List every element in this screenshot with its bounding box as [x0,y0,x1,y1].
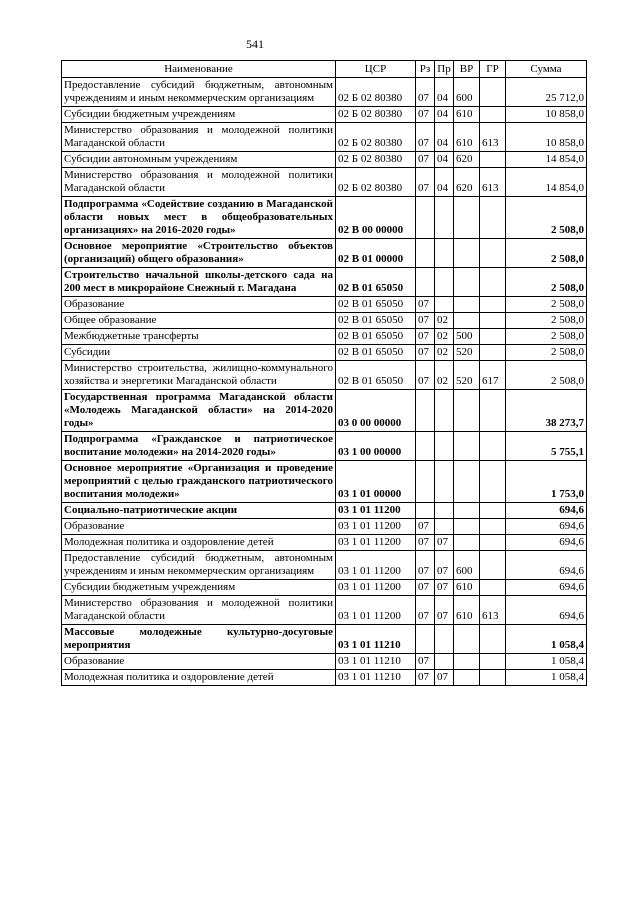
table-header-row [62,61,587,78]
table-row [62,361,587,390]
cell-gr [480,432,506,461]
table-row [62,107,587,123]
cell-pr: 02 [435,313,454,329]
cell-csr: 03 1 01 11200 [336,580,416,596]
table-row [62,654,587,670]
cell-vr [454,654,480,670]
cell-rz: 07 [416,596,435,625]
cell-sum: 2 508,0 [506,361,587,390]
cell-pr: 02 [435,361,454,390]
cell-gr: 613 [480,596,506,625]
cell-csr: 02 В 01 65050 [336,313,416,329]
cell-vr [454,503,480,519]
cell-vr [454,670,480,686]
table-row [62,297,587,313]
budget-table-body [62,78,587,686]
cell-vr [454,390,480,432]
cell-sum: 694,6 [506,580,587,596]
cell-csr: 03 1 01 11210 [336,670,416,686]
cell-rz: 07 [416,580,435,596]
cell-csr: 02 В 01 65050 [336,268,416,297]
cell-rz: 07 [416,519,435,535]
cell-sum: 38 273,7 [506,390,587,432]
cell-pr: 04 [435,107,454,123]
cell-name: Образование [62,519,336,535]
table-row [62,432,587,461]
cell-rz: 07 [416,551,435,580]
cell-csr: 03 1 01 00000 [336,461,416,503]
cell-pr [435,268,454,297]
cell-sum: 694,6 [506,551,587,580]
cell-name: Министерство образования и молодежной политики Магаданской области [62,168,336,197]
cell-pr: 04 [435,78,454,107]
header-rz: Рз [416,61,435,78]
cell-vr [454,197,480,239]
cell-csr: 02 Б 02 80380 [336,107,416,123]
cell-sum: 2 508,0 [506,313,587,329]
cell-pr: 07 [435,580,454,596]
cell-rz: 07 [416,329,435,345]
cell-gr [480,390,506,432]
table-row [62,78,587,107]
cell-sum: 2 508,0 [506,239,587,268]
cell-gr [480,461,506,503]
cell-vr [454,297,480,313]
table-row [62,596,587,625]
cell-name: Предоставление субсидий бюджетным, автономным учреждениям и иным некоммерческим организациям [62,78,336,107]
cell-name: Предоставление субсидий бюджетным, автономным учреждениям и иным некоммерческим организациям [62,551,336,580]
cell-vr: 610 [454,580,480,596]
cell-csr: 03 1 01 11210 [336,625,416,654]
cell-sum: 694,6 [506,503,587,519]
cell-pr [435,432,454,461]
table-row [62,535,587,551]
cell-pr [435,390,454,432]
cell-vr: 500 [454,329,480,345]
cell-name: Министерство строительства, жилищно-коммунального хозяйства и энергетики Магаданской области [62,361,336,390]
cell-sum: 2 508,0 [506,329,587,345]
cell-gr [480,625,506,654]
cell-pr [435,625,454,654]
cell-csr: 02 В 01 00000 [336,239,416,268]
cell-vr: 620 [454,168,480,197]
cell-rz: 07 [416,670,435,686]
table-row [62,670,587,686]
cell-csr: 03 1 01 11200 [336,519,416,535]
table-row [62,268,587,297]
cell-vr [454,239,480,268]
cell-sum: 2 508,0 [506,297,587,313]
cell-csr: 03 1 01 11200 [336,535,416,551]
cell-vr [454,519,480,535]
cell-csr: 02 В 01 65050 [336,329,416,345]
cell-vr: 600 [454,551,480,580]
table-row [62,239,587,268]
cell-pr: 02 [435,345,454,361]
table-row [62,625,587,654]
cell-name: Социально-патриотические акции [62,503,336,519]
cell-sum: 1 058,4 [506,670,587,686]
cell-pr: 07 [435,535,454,551]
cell-gr [480,519,506,535]
cell-sum: 2 508,0 [506,268,587,297]
cell-name: Субсидии бюджетным учреждениям [62,580,336,596]
cell-rz [416,268,435,297]
cell-pr: 04 [435,152,454,168]
table-row [62,152,587,168]
cell-vr [454,268,480,297]
table-row [62,123,587,152]
cell-pr [435,654,454,670]
cell-pr: 07 [435,551,454,580]
cell-name: Межбюджетные трансферты [62,329,336,345]
cell-gr: 613 [480,123,506,152]
header-csr: ЦСР [336,61,416,78]
cell-vr [454,432,480,461]
cell-rz: 07 [416,297,435,313]
cell-name: Министерство образования и молодежной политики Магаданской области [62,123,336,152]
cell-sum: 5 755,1 [506,432,587,461]
cell-gr [480,313,506,329]
cell-sum: 10 858,0 [506,123,587,152]
cell-vr [454,313,480,329]
cell-csr: 03 0 00 00000 [336,390,416,432]
cell-sum: 10 858,0 [506,107,587,123]
cell-csr: 02 В 01 65050 [336,345,416,361]
cell-rz: 07 [416,654,435,670]
budget-table [61,60,587,686]
cell-gr [480,239,506,268]
cell-rz [416,390,435,432]
cell-name: Субсидии бюджетным учреждениям [62,107,336,123]
cell-name: Подпрограмма «Гражданское и патриотическое воспитание молодежи» на 2014-2020 годы» [62,432,336,461]
cell-name: Основное мероприятие «Организация и проведение мероприятий с целью гражданского патриотического воспитания молодежи» [62,461,336,503]
cell-csr: 02 Б 02 80380 [336,78,416,107]
cell-pr [435,503,454,519]
cell-gr [480,152,506,168]
cell-gr [480,107,506,123]
cell-pr: 04 [435,123,454,152]
cell-rz [416,239,435,268]
cell-csr: 02 Б 02 80380 [336,168,416,197]
table-row [62,313,587,329]
cell-vr: 600 [454,78,480,107]
header-name: Наименование [62,61,336,78]
cell-gr: 613 [480,168,506,197]
cell-name: Министерство образования и молодежной политики Магаданской области [62,596,336,625]
cell-name: Общее образование [62,313,336,329]
cell-vr: 610 [454,596,480,625]
table-row [62,197,587,239]
table-row [62,580,587,596]
cell-rz [416,503,435,519]
header-vr: ВР [454,61,480,78]
cell-rz: 07 [416,152,435,168]
cell-pr [435,239,454,268]
cell-name: Массовые молодежные культурно-досуговые мероприятия [62,625,336,654]
header-pr: Пр [435,61,454,78]
cell-rz [416,625,435,654]
cell-rz: 07 [416,168,435,197]
cell-vr: 620 [454,152,480,168]
cell-sum: 14 854,0 [506,152,587,168]
cell-vr [454,461,480,503]
cell-name: Субсидии автономным учреждениям [62,152,336,168]
cell-gr: 617 [480,361,506,390]
cell-gr [480,78,506,107]
cell-gr [480,297,506,313]
cell-pr [435,519,454,535]
cell-gr [480,197,506,239]
cell-sum: 1 058,4 [506,654,587,670]
cell-rz: 07 [416,78,435,107]
cell-vr: 520 [454,345,480,361]
cell-name: Подпрограмма «Содействие созданию в Магаданской области новых мест в общеобразовательных организациях» на 2016-2020 годы» [62,197,336,239]
cell-csr: 02 Б 02 80380 [336,152,416,168]
cell-name: Государственная программа Магаданской области «Молодежь Магаданской области» на 2014-2020 годы» [62,390,336,432]
cell-name: Основное мероприятие «Строительство объектов (организаций) общего образования» [62,239,336,268]
cell-gr [480,345,506,361]
cell-sum: 1 058,4 [506,625,587,654]
cell-csr: 02 Б 02 80380 [336,123,416,152]
cell-gr [480,535,506,551]
cell-pr [435,461,454,503]
cell-csr: 02 В 01 65050 [336,297,416,313]
cell-rz: 07 [416,361,435,390]
cell-rz [416,432,435,461]
cell-csr: 02 В 00 00000 [336,197,416,239]
cell-gr [480,329,506,345]
cell-name: Субсидии [62,345,336,361]
cell-gr [480,580,506,596]
cell-name: Образование [62,654,336,670]
cell-sum: 14 854,0 [506,168,587,197]
cell-gr [480,670,506,686]
cell-csr: 03 1 00 00000 [336,432,416,461]
cell-pr: 02 [435,329,454,345]
cell-vr [454,535,480,551]
cell-csr: 03 1 01 11200 [336,551,416,580]
cell-gr [480,268,506,297]
cell-sum: 25 712,0 [506,78,587,107]
cell-pr: 07 [435,596,454,625]
cell-name: Строительство начальной школы-детского сада на 200 мест в микрорайоне Снежный г. Магадана [62,268,336,297]
cell-vr: 610 [454,107,480,123]
cell-sum: 2 508,0 [506,197,587,239]
cell-rz: 07 [416,535,435,551]
cell-vr [454,625,480,654]
table-row [62,390,587,432]
cell-pr [435,197,454,239]
cell-rz [416,197,435,239]
cell-rz [416,461,435,503]
table-row [62,551,587,580]
cell-rz: 07 [416,345,435,361]
cell-pr: 07 [435,670,454,686]
cell-sum: 694,6 [506,596,587,625]
table-row [62,345,587,361]
cell-vr: 610 [454,123,480,152]
table-row [62,461,587,503]
cell-gr [480,551,506,580]
cell-gr [480,503,506,519]
header-sum: Сумма [506,61,587,78]
table-row [62,519,587,535]
cell-sum: 694,6 [506,519,587,535]
cell-rz: 07 [416,313,435,329]
cell-csr: 03 1 01 11200 [336,596,416,625]
page-number: 541 [246,37,264,51]
table-row [62,168,587,197]
cell-csr: 02 В 01 65050 [336,361,416,390]
cell-sum: 1 753,0 [506,461,587,503]
cell-sum: 694,6 [506,535,587,551]
table-row [62,329,587,345]
cell-rz: 07 [416,123,435,152]
cell-csr: 03 1 01 11200 [336,503,416,519]
header-gr: ГР [480,61,506,78]
table-row [62,503,587,519]
cell-gr [480,654,506,670]
cell-name: Молодежная политика и оздоровление детей [62,670,336,686]
cell-pr: 04 [435,168,454,197]
cell-pr [435,297,454,313]
cell-sum: 2 508,0 [506,345,587,361]
cell-name: Образование [62,297,336,313]
cell-vr: 520 [454,361,480,390]
cell-name: Молодежная политика и оздоровление детей [62,535,336,551]
cell-csr: 03 1 01 11210 [336,654,416,670]
cell-rz: 07 [416,107,435,123]
